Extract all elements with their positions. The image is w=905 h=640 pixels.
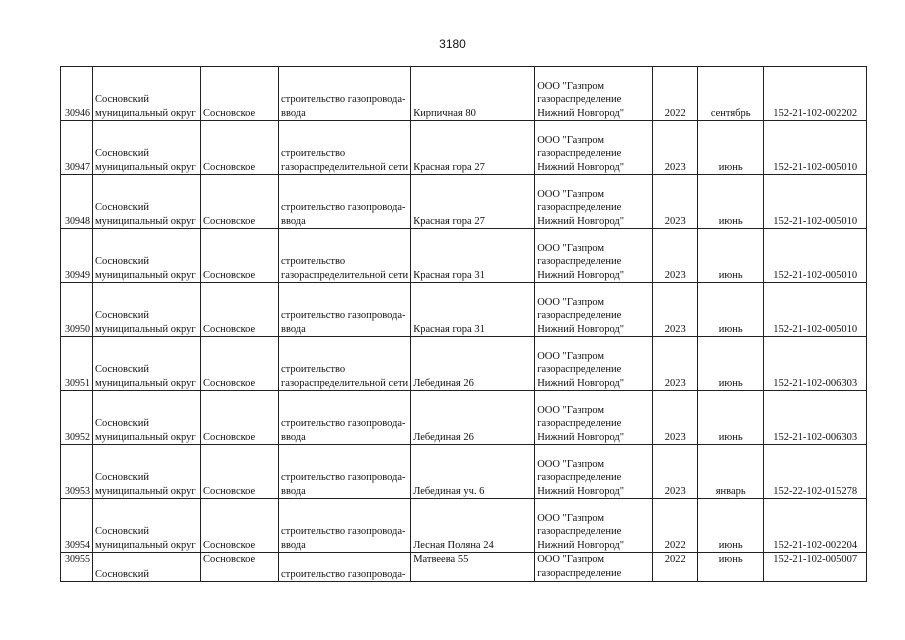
row-number-cell: 30953 — [61, 445, 93, 499]
work-type-cell — [279, 67, 411, 121]
cell-line: газораспределение — [537, 148, 622, 159]
cell-line: газораспределение — [537, 94, 622, 105]
address-cell: Лебединая 26 — [411, 337, 535, 391]
municipality-cell — [93, 499, 201, 553]
cell-line: Сосновский — [95, 418, 149, 429]
address-cell: Лесная Поляна 24 — [411, 499, 535, 553]
organization-cell — [535, 229, 653, 283]
organization-cell — [535, 445, 653, 499]
work-type-cell — [279, 337, 411, 391]
year-cell: 2022 — [653, 499, 698, 553]
cell-line: газораспределение — [537, 418, 622, 429]
organization-cell — [535, 67, 653, 121]
address-cell: Красная гора 27 — [411, 121, 535, 175]
month-cell: июнь — [698, 283, 764, 337]
table-row — [61, 67, 867, 121]
table-row — [61, 445, 867, 499]
cell-line: муниципальный округ — [95, 215, 196, 227]
municipality-cell — [93, 175, 201, 229]
cell-line: ООО "Газпром — [537, 554, 605, 565]
table-row — [61, 283, 867, 337]
cell-line: ввода — [281, 431, 306, 443]
month-cell: июнь — [698, 553, 764, 582]
row-number-cell: 30954 — [61, 499, 93, 553]
municipality-cell — [93, 553, 201, 582]
page-number: 3180 — [439, 37, 466, 51]
work-type-cell — [279, 121, 411, 175]
cell-line: газораспределительной сети — [281, 377, 409, 389]
cell-line: муниципальный округ — [95, 485, 196, 497]
cell-line: Нижний Новгород" — [537, 107, 625, 119]
cell-line: газораспределение — [537, 256, 622, 267]
row-number-cell: 30946 — [61, 67, 93, 121]
municipality-cell — [93, 391, 201, 445]
organization-cell — [535, 499, 653, 553]
organization-cell — [535, 121, 653, 175]
month-cell: июнь — [698, 121, 764, 175]
cell-line: ООО "Газпром — [537, 134, 605, 146]
settlement-cell: Сосновское — [201, 553, 279, 582]
address-cell: Матвеева 55 — [411, 553, 535, 582]
organization-cell — [535, 553, 653, 582]
cell-line: газораспределение — [537, 567, 622, 579]
cell-line: Сосновский — [95, 148, 149, 159]
registry-body — [61, 67, 867, 582]
municipality-cell — [93, 121, 201, 175]
cell-line: газораспределение — [537, 526, 622, 537]
year-cell: 2023 — [653, 445, 698, 499]
gas-registry-table — [60, 66, 867, 582]
cell-line: ООО "Газпром — [537, 458, 605, 470]
cell-line: Нижний Новгород" — [537, 161, 625, 173]
cell-line: газораспределение — [537, 364, 622, 375]
cell-line: строительство газопровода- — [281, 568, 406, 580]
cell-line: ООО "Газпром — [537, 80, 605, 92]
table-row — [61, 337, 867, 391]
code-cell: 152-21-102-005010 — [764, 229, 867, 283]
code-cell: 152-21-102-002202 — [764, 67, 867, 121]
month-cell: июнь — [698, 337, 764, 391]
address-cell: Красная гора 27 — [411, 175, 535, 229]
code-cell: 152-21-102-002204 — [764, 499, 867, 553]
cell-line: Сосновский — [95, 526, 149, 537]
row-number-cell: 30952 — [61, 391, 93, 445]
cell-line: Сосновский — [95, 364, 149, 375]
cell-line: Сосновский — [95, 310, 149, 321]
work-type-cell — [279, 499, 411, 553]
organization-cell — [535, 391, 653, 445]
row-number-cell: 30948 — [61, 175, 93, 229]
year-cell: 2023 — [653, 121, 698, 175]
row-number-cell: 30950 — [61, 283, 93, 337]
municipality-cell — [93, 445, 201, 499]
cell-line: Нижний Новгород" — [537, 323, 625, 335]
code-cell: 152-21-102-005010 — [764, 283, 867, 337]
cell-line: ООО "Газпром — [537, 350, 605, 362]
cell-line: строительство — [281, 256, 346, 267]
month-cell: июнь — [698, 175, 764, 229]
cell-line: газораспределительной сети — [281, 161, 409, 173]
work-type-cell — [279, 175, 411, 229]
year-cell: 2023 — [653, 337, 698, 391]
cell-line: Сосновский — [95, 202, 149, 213]
cell-line: газораспределительной сети — [281, 269, 409, 281]
month-cell: январь — [698, 445, 764, 499]
cell-line: строительство газопровода- — [281, 526, 406, 537]
work-type-cell — [279, 229, 411, 283]
settlement-cell: Сосновское — [201, 67, 279, 121]
work-type-cell — [279, 445, 411, 499]
address-cell: Лебединая уч. 6 — [411, 445, 535, 499]
cell-line: строительство — [281, 364, 346, 375]
table-row — [61, 553, 867, 582]
work-type-cell — [279, 391, 411, 445]
settlement-cell: Сосновское — [201, 391, 279, 445]
code-cell: 152-21-102-005010 — [764, 121, 867, 175]
cell-line: строительство газопровода- — [281, 202, 406, 213]
municipality-cell — [93, 229, 201, 283]
month-cell: июнь — [698, 499, 764, 553]
address-cell: Красная гора 31 — [411, 283, 535, 337]
cell-line: строительство газопровода- — [281, 418, 406, 429]
municipality-cell — [93, 67, 201, 121]
code-cell: 152-21-102-005010 — [764, 175, 867, 229]
month-cell: июнь — [698, 391, 764, 445]
row-number-cell: 30955 — [61, 553, 93, 582]
cell-line: ООО "Газпром — [537, 404, 605, 416]
table-row — [61, 499, 867, 553]
cell-line: строительство газопровода- — [281, 94, 406, 105]
cell-line: Сосновский — [95, 94, 149, 105]
year-cell: 2023 — [653, 229, 698, 283]
cell-line: Нижний Новгород" — [537, 377, 625, 389]
organization-cell — [535, 283, 653, 337]
cell-line: Нижний Новгород" — [537, 539, 625, 551]
cell-line: Сосновский — [95, 472, 149, 483]
settlement-cell: Сосновское — [201, 499, 279, 553]
code-cell: 152-21-102-006303 — [764, 337, 867, 391]
year-cell: 2022 — [653, 553, 698, 582]
cell-line: ООО "Газпром — [537, 188, 605, 200]
cell-line: муниципальный округ — [95, 431, 196, 443]
organization-cell — [535, 175, 653, 229]
work-type-cell — [279, 553, 411, 582]
year-cell: 2023 — [653, 175, 698, 229]
cell-line: муниципальный округ — [95, 161, 196, 173]
cell-line: муниципальный округ — [95, 323, 196, 335]
settlement-cell: Сосновское — [201, 283, 279, 337]
cell-line: Сосновский — [95, 256, 149, 267]
cell-line: муниципальный округ — [95, 269, 196, 281]
cell-line: Нижний Новгород" — [537, 215, 625, 227]
year-cell: 2022 — [653, 67, 698, 121]
row-number-cell: 30951 — [61, 337, 93, 391]
settlement-cell: Сосновское — [201, 337, 279, 391]
cell-line: муниципальный округ — [95, 539, 196, 551]
year-cell: 2023 — [653, 283, 698, 337]
cell-line: ООО "Газпром — [537, 512, 605, 524]
code-cell: 152-21-102-005007 — [764, 553, 867, 582]
address-cell: Лебединая 26 — [411, 391, 535, 445]
table-row — [61, 391, 867, 445]
settlement-cell: Сосновское — [201, 229, 279, 283]
table-row — [61, 229, 867, 283]
month-cell: сентябрь — [698, 67, 764, 121]
settlement-cell: Сосновское — [201, 445, 279, 499]
work-type-cell — [279, 283, 411, 337]
municipality-cell — [93, 283, 201, 337]
settlement-cell: Сосновское — [201, 121, 279, 175]
address-cell: Кирпичная 80 — [411, 67, 535, 121]
cell-line: газораспределение — [537, 472, 622, 483]
cell-line: ООО "Газпром — [537, 242, 605, 254]
municipality-cell — [93, 337, 201, 391]
cell-line: строительство газопровода- — [281, 472, 406, 483]
table-row — [61, 121, 867, 175]
cell-line: строительство — [281, 148, 346, 159]
code-cell: 152-22-102-015278 — [764, 445, 867, 499]
cell-line: ввода — [281, 323, 306, 335]
cell-line: газораспределение — [537, 310, 622, 321]
table-row — [61, 175, 867, 229]
cell-line: муниципальный округ — [95, 107, 196, 119]
month-cell: июнь — [698, 229, 764, 283]
cell-line: Нижний Новгород" — [537, 485, 625, 497]
cell-line: ввода — [281, 485, 306, 497]
row-number-cell: 30947 — [61, 121, 93, 175]
cell-line: строительство газопровода- — [281, 310, 406, 321]
address-cell: Красная гора 31 — [411, 229, 535, 283]
organization-cell — [535, 337, 653, 391]
year-cell: 2023 — [653, 391, 698, 445]
cell-line: ввода — [281, 539, 306, 551]
settlement-cell: Сосновское — [201, 175, 279, 229]
code-cell: 152-21-102-006303 — [764, 391, 867, 445]
cell-line: Нижний Новгород" — [537, 269, 625, 281]
cell-line: муниципальный округ — [95, 377, 196, 389]
cell-line: газораспределение — [537, 202, 622, 213]
cell-line: ввода — [281, 215, 306, 227]
row-number-cell: 30949 — [61, 229, 93, 283]
cell-line: Нижний Новгород" — [537, 431, 625, 443]
cell-line: ООО "Газпром — [537, 296, 605, 308]
cell-line: Сосновский — [95, 568, 149, 580]
cell-line: ввода — [281, 107, 306, 119]
